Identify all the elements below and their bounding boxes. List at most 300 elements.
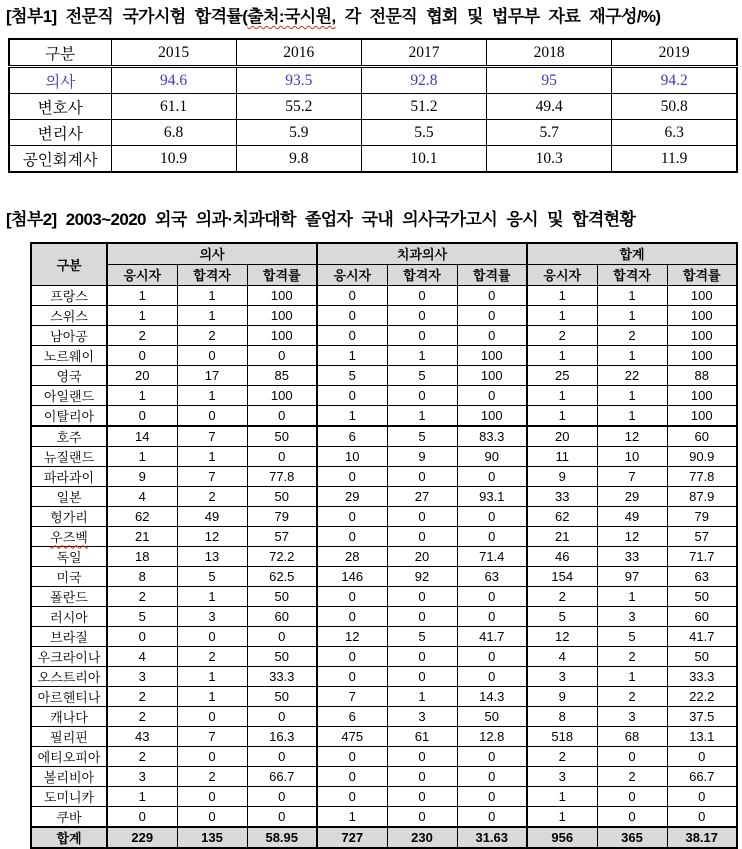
stat-value: 229 <box>107 827 177 848</box>
pass-rate-value: 50.8 <box>612 94 737 120</box>
stat-value: 46 <box>527 546 597 566</box>
country-name: 영국 <box>56 368 82 384</box>
stat-value: 49 <box>177 506 247 526</box>
table-row <box>31 405 737 426</box>
table-row <box>9 146 737 173</box>
stat-value: 60 <box>667 426 737 447</box>
stat-value: 2 <box>107 746 177 766</box>
stat-value: 1 <box>527 405 597 426</box>
stat-value: 12 <box>177 526 247 546</box>
sub-header-row <box>31 264 737 285</box>
stat-value: 0 <box>597 806 667 827</box>
stat-value: 87.9 <box>667 486 737 506</box>
stat-value: 41.7 <box>667 626 737 646</box>
stat-value: 0 <box>387 526 457 546</box>
table-row <box>31 726 737 746</box>
stat-value: 5 <box>177 566 247 586</box>
table-row <box>31 365 737 385</box>
stat-value: 1 <box>177 686 247 706</box>
table-row <box>31 546 737 566</box>
stat-value: 1 <box>177 666 247 686</box>
foreign-graduates-exam-table <box>30 242 738 849</box>
table-row <box>31 666 737 686</box>
stat-value: 0 <box>177 806 247 827</box>
stat-value: 41.7 <box>457 626 527 646</box>
pass-rate-by-year-table <box>8 38 738 173</box>
stat-value: 0 <box>247 405 317 426</box>
stat-value: 0 <box>457 586 527 606</box>
pass-rate-value: 5.7 <box>487 120 612 146</box>
table-row <box>9 120 737 146</box>
table-row <box>31 806 737 827</box>
stat-value: 0 <box>177 405 247 426</box>
stat-value: 29 <box>317 486 387 506</box>
country-name: 아일랜드 <box>43 388 95 404</box>
country-label <box>31 506 107 526</box>
stat-value: 3 <box>597 606 667 626</box>
country-label <box>31 786 107 806</box>
stat-value: 33 <box>527 486 597 506</box>
table1-header-year: 2018 <box>487 39 612 67</box>
stat-value: 100 <box>667 345 737 365</box>
sub-header-applicants: 응시자 <box>317 264 387 285</box>
country-label <box>31 566 107 586</box>
stat-value: 7 <box>177 726 247 746</box>
stat-value: 0 <box>317 506 387 526</box>
corner-header-cell: 구분 <box>31 243 107 286</box>
sub-header-passrate: 합격률 <box>667 264 737 285</box>
country-label <box>31 526 107 546</box>
stat-value: 77.8 <box>667 466 737 486</box>
stat-value: 29 <box>597 486 667 506</box>
profession-label: 공인회계사 <box>9 146 111 173</box>
country-name: 스위스 <box>50 308 88 324</box>
stat-value: 60 <box>667 606 737 626</box>
stat-value: 22 <box>597 365 667 385</box>
stat-value: 9 <box>527 686 597 706</box>
pass-rate-value: 94.6 <box>111 67 236 94</box>
stat-value: 0 <box>107 345 177 365</box>
stat-value: 1 <box>107 305 177 325</box>
stat-value: 92 <box>387 566 457 586</box>
stat-value: 0 <box>387 285 457 305</box>
stat-value: 1 <box>107 385 177 405</box>
stat-value: 12 <box>597 526 667 546</box>
stat-value: 1 <box>527 786 597 806</box>
stat-value: 10 <box>597 446 667 466</box>
stat-value: 50 <box>247 686 317 706</box>
pass-rate-value: 5.5 <box>361 120 486 146</box>
stat-value: 1 <box>317 806 387 827</box>
stat-value: 0 <box>387 586 457 606</box>
stat-value: 100 <box>667 385 737 405</box>
stat-value: 33.3 <box>247 666 317 686</box>
sub-header-passers: 합격자 <box>387 264 457 285</box>
country-name: 볼리비아 <box>43 769 95 785</box>
stat-value: 1 <box>597 586 667 606</box>
stat-value: 38.17 <box>667 827 737 848</box>
stat-value: 11 <box>527 446 597 466</box>
stat-value: 0 <box>457 666 527 686</box>
stat-value: 63 <box>457 566 527 586</box>
stat-value: 0 <box>667 806 737 827</box>
pass-rate-value: 51.2 <box>361 94 486 120</box>
country-name: 아르헨티나 <box>37 689 101 705</box>
country-label <box>31 426 107 447</box>
table-row <box>31 426 737 447</box>
stat-value: 2 <box>527 586 597 606</box>
stat-value: 62 <box>107 506 177 526</box>
sub-header-passers: 합격자 <box>177 264 247 285</box>
stat-value: 50 <box>667 586 737 606</box>
stat-value: 1 <box>107 446 177 466</box>
country-label <box>31 806 107 827</box>
stat-value: 0 <box>597 746 667 766</box>
stat-value: 1 <box>527 305 597 325</box>
pass-rate-value: 93.5 <box>236 67 361 94</box>
stat-value: 72.2 <box>247 546 317 566</box>
stat-value: 0 <box>387 325 457 345</box>
stat-value: 1 <box>107 285 177 305</box>
stat-value: 61 <box>387 726 457 746</box>
stat-value: 0 <box>457 285 527 305</box>
table-row <box>31 746 737 766</box>
country-label <box>31 766 107 786</box>
stat-value: 5 <box>527 606 597 626</box>
country-name: 일본 <box>56 489 82 505</box>
sub-header-applicants: 응시자 <box>107 264 177 285</box>
country-label <box>31 466 107 486</box>
stat-value: 3 <box>177 606 247 626</box>
stat-value: 1 <box>317 345 387 365</box>
stat-value: 3 <box>597 706 667 726</box>
pass-rate-value: 5.9 <box>236 120 361 146</box>
stat-value: 0 <box>107 626 177 646</box>
country-label <box>31 746 107 766</box>
stat-value: 0 <box>387 506 457 526</box>
stat-value: 100 <box>457 345 527 365</box>
country-label <box>31 606 107 626</box>
country-label <box>31 385 107 405</box>
stat-value: 3 <box>527 766 597 786</box>
pass-rate-value: 6.3 <box>612 120 737 146</box>
stat-value: 0 <box>247 786 317 806</box>
stat-value: 0 <box>457 766 527 786</box>
country-name: 도미니카 <box>43 789 95 805</box>
group-header-dentist: 치과의사 <box>317 243 527 265</box>
stat-value: 3 <box>387 706 457 726</box>
stat-value: 2 <box>597 766 667 786</box>
stat-value: 21 <box>107 526 177 546</box>
stat-value: 33.3 <box>667 666 737 686</box>
stat-value: 0 <box>387 466 457 486</box>
stat-value: 50 <box>667 646 737 666</box>
stat-value: 2 <box>107 706 177 726</box>
table-row <box>31 586 737 606</box>
stat-value: 100 <box>247 385 317 405</box>
stat-value: 90.9 <box>667 446 737 466</box>
table1-header-year: 2019 <box>612 39 737 67</box>
stat-value: 0 <box>317 606 387 626</box>
stat-value: 100 <box>457 365 527 385</box>
stat-value: 2 <box>177 325 247 345</box>
stat-value: 1 <box>387 405 457 426</box>
country-name: 우즈벡 <box>50 529 88 545</box>
stat-value: 13 <box>177 546 247 566</box>
table-row <box>31 766 737 786</box>
stat-value: 12 <box>317 626 387 646</box>
country-name: 오스트리아 <box>37 669 101 685</box>
country-name: 캐나다 <box>50 709 88 725</box>
stat-value: 5 <box>597 626 667 646</box>
stat-value: 21 <box>527 526 597 546</box>
stat-value: 57 <box>667 526 737 546</box>
country-label <box>31 546 107 566</box>
table-row <box>31 506 737 526</box>
pass-rate-value: 92.8 <box>361 67 486 94</box>
stat-value: 10 <box>317 446 387 466</box>
stat-value: 2 <box>527 325 597 345</box>
attachment1-title-tail: 각 전문직 협회 및 법무부 자료 재구성/%) <box>335 7 661 26</box>
stat-value: 37.5 <box>667 706 737 726</box>
country-label <box>31 345 107 365</box>
pass-rate-value: 94.2 <box>612 67 737 94</box>
stat-value: 50 <box>247 586 317 606</box>
table-row <box>31 566 737 586</box>
stat-value: 100 <box>667 405 737 426</box>
stat-value: 0 <box>457 385 527 405</box>
sub-header-applicants: 응시자 <box>527 264 597 285</box>
stat-value: 1 <box>527 345 597 365</box>
stat-value: 50 <box>457 706 527 726</box>
stat-value: 0 <box>177 786 247 806</box>
stat-value: 0 <box>317 746 387 766</box>
stat-value: 13.1 <box>667 726 737 746</box>
country-name: 호주 <box>56 429 82 445</box>
stat-value: 0 <box>387 305 457 325</box>
stat-value: 12.8 <box>457 726 527 746</box>
stat-value: 0 <box>107 405 177 426</box>
stat-value: 1 <box>527 285 597 305</box>
stat-value: 50 <box>247 646 317 666</box>
stat-value: 100 <box>667 325 737 345</box>
stat-value: 7 <box>597 466 667 486</box>
pass-rate-value: 95 <box>487 67 612 94</box>
stat-value: 20 <box>527 426 597 447</box>
stat-value: 100 <box>457 405 527 426</box>
stat-value: 0 <box>387 746 457 766</box>
table-row <box>31 526 737 546</box>
stat-value: 2 <box>597 686 667 706</box>
stat-value: 956 <box>527 827 597 848</box>
stat-value: 85 <box>247 365 317 385</box>
stat-value: 28 <box>317 546 387 566</box>
pass-rate-value: 55.2 <box>236 94 361 120</box>
stat-value: 0 <box>317 466 387 486</box>
country-name: 브라질 <box>50 629 88 645</box>
profession-label: 변호사 <box>9 94 111 120</box>
stat-value: 66.7 <box>667 766 737 786</box>
stat-value: 100 <box>247 285 317 305</box>
country-label <box>31 686 107 706</box>
stat-value: 8 <box>107 566 177 586</box>
table1-header-year: 2017 <box>361 39 486 67</box>
stat-value: 1 <box>527 806 597 827</box>
stat-value: 1 <box>177 305 247 325</box>
stat-value: 88 <box>667 365 737 385</box>
stat-value: 1 <box>597 285 667 305</box>
stat-value: 1 <box>177 446 247 466</box>
stat-value: 79 <box>667 506 737 526</box>
stat-value: 1 <box>177 586 247 606</box>
country-label <box>31 646 107 666</box>
stat-value: 0 <box>107 806 177 827</box>
stat-value: 18 <box>107 546 177 566</box>
stat-value: 22.2 <box>667 686 737 706</box>
stat-value: 5 <box>387 426 457 447</box>
country-label <box>31 325 107 345</box>
stat-value: 0 <box>317 325 387 345</box>
total-row <box>31 827 737 848</box>
stat-value: 1 <box>597 305 667 325</box>
stat-value: 0 <box>387 786 457 806</box>
stat-value: 1 <box>527 385 597 405</box>
stat-value: 0 <box>317 666 387 686</box>
stat-value: 100 <box>247 325 317 345</box>
pass-rate-value: 11.9 <box>612 146 737 173</box>
stat-value: 1 <box>597 666 667 686</box>
stat-value: 154 <box>527 566 597 586</box>
stat-value: 4 <box>107 486 177 506</box>
stat-value: 62.5 <box>247 566 317 586</box>
stat-value: 0 <box>317 526 387 546</box>
profession-label: 변리사 <box>9 120 111 146</box>
stat-value: 71.4 <box>457 546 527 566</box>
stat-value: 0 <box>387 606 457 626</box>
stat-value: 0 <box>247 626 317 646</box>
stat-value: 0 <box>317 305 387 325</box>
stat-value: 4 <box>107 646 177 666</box>
stat-value: 146 <box>317 566 387 586</box>
stat-value: 7 <box>317 686 387 706</box>
stat-value: 68 <box>597 726 667 746</box>
stat-value: 1 <box>597 385 667 405</box>
table-row <box>9 67 737 94</box>
pass-rate-value: 61.1 <box>111 94 236 120</box>
stat-value: 9 <box>107 466 177 486</box>
stat-value: 33 <box>597 546 667 566</box>
stat-value: 5 <box>317 365 387 385</box>
table-row <box>31 646 737 666</box>
stat-value: 0 <box>387 806 457 827</box>
stat-value: 2 <box>107 586 177 606</box>
country-name: 쿠바 <box>56 809 82 825</box>
stat-value: 475 <box>317 726 387 746</box>
stat-value: 62 <box>527 506 597 526</box>
stat-value: 1 <box>387 686 457 706</box>
table-row <box>31 325 737 345</box>
profession-label: 의사 <box>9 67 111 94</box>
stat-value: 518 <box>527 726 597 746</box>
stat-value: 100 <box>667 285 737 305</box>
stat-value: 1 <box>177 385 247 405</box>
stat-value: 60 <box>247 606 317 626</box>
table-row <box>31 786 737 806</box>
stat-value: 0 <box>387 766 457 786</box>
country-name: 뉴질랜드 <box>43 449 95 465</box>
attachment1-title-text: [첨부1] 전문직 국가시험 합격률( <box>6 7 248 26</box>
pass-rate-value: 10.9 <box>111 146 236 173</box>
stat-value: 7 <box>177 466 247 486</box>
stat-value: 17 <box>177 365 247 385</box>
stat-value: 93.1 <box>457 486 527 506</box>
stat-value: 0 <box>317 786 387 806</box>
stat-value: 0 <box>247 806 317 827</box>
sub-header-passrate: 합격률 <box>457 264 527 285</box>
stat-value: 2 <box>597 646 667 666</box>
country-label <box>31 446 107 466</box>
stat-value: 6 <box>317 706 387 726</box>
stat-value: 5 <box>387 365 457 385</box>
stat-value: 90 <box>457 446 527 466</box>
stat-value: 8 <box>527 706 597 726</box>
stat-value: 20 <box>107 365 177 385</box>
country-name: 합계 <box>56 830 82 846</box>
country-label <box>31 305 107 325</box>
stat-value: 0 <box>247 706 317 726</box>
pass-rate-value: 10.3 <box>487 146 612 173</box>
stat-value: 71.7 <box>667 546 737 566</box>
country-label <box>31 285 107 305</box>
table-row <box>31 385 737 405</box>
stat-value: 0 <box>667 786 737 806</box>
attachment2-title <box>6 209 742 230</box>
stat-value: 0 <box>457 786 527 806</box>
country-name: 러시아 <box>50 609 88 625</box>
country-name: 폴란드 <box>50 589 88 605</box>
country-name: 미국 <box>56 569 82 585</box>
stat-value: 9 <box>527 466 597 486</box>
stat-value: 0 <box>177 626 247 646</box>
stat-value: 0 <box>317 646 387 666</box>
stat-value: 0 <box>457 526 527 546</box>
stat-value: 16.3 <box>247 726 317 746</box>
stat-value: 0 <box>457 606 527 626</box>
stat-value: 79 <box>247 506 317 526</box>
pass-rate-value: 49.4 <box>487 94 612 120</box>
country-name: 헝가리 <box>50 509 88 525</box>
stat-value: 43 <box>107 726 177 746</box>
stat-value: 2 <box>527 746 597 766</box>
country-label <box>31 666 107 686</box>
stat-value: 4 <box>527 646 597 666</box>
table-row <box>31 686 737 706</box>
stat-value: 365 <box>597 827 667 848</box>
stat-value: 2 <box>177 766 247 786</box>
group-header-row <box>31 243 737 265</box>
stat-value: 0 <box>457 646 527 666</box>
table-row <box>31 285 737 305</box>
stat-value: 49 <box>597 506 667 526</box>
stat-value: 727 <box>317 827 387 848</box>
sub-header-passrate: 합격률 <box>247 264 317 285</box>
stat-value: 27 <box>387 486 457 506</box>
country-label <box>31 586 107 606</box>
stat-value: 83.3 <box>457 426 527 447</box>
stat-value: 0 <box>247 345 317 365</box>
stat-value: 0 <box>597 786 667 806</box>
stat-value: 2 <box>177 646 247 666</box>
